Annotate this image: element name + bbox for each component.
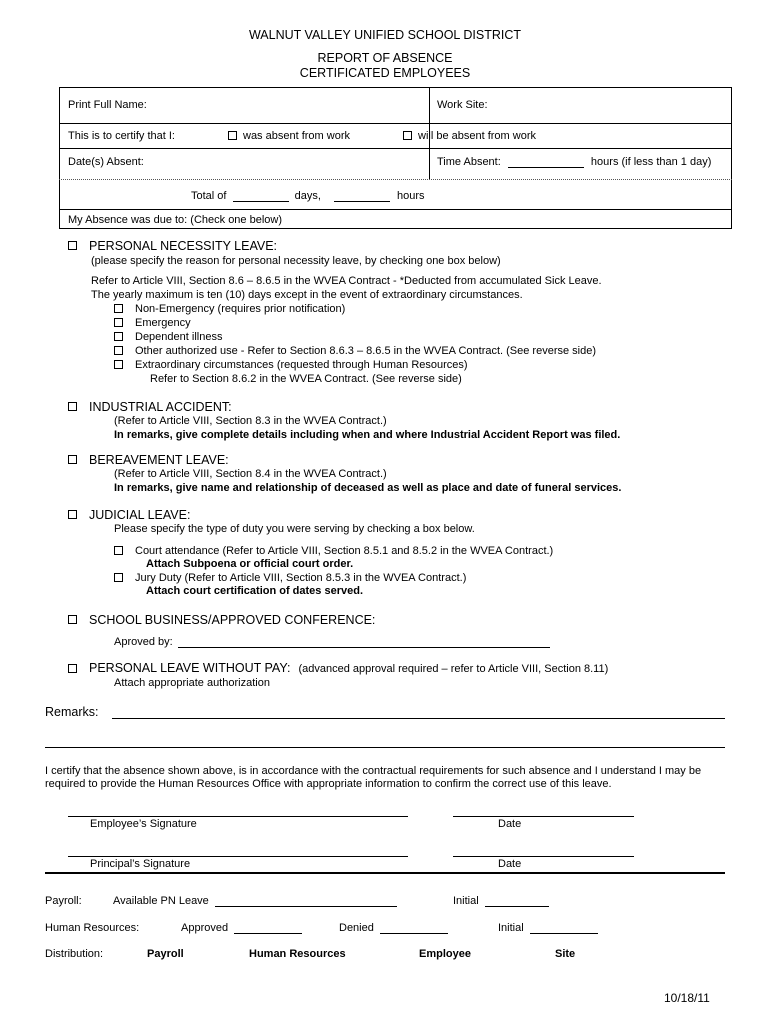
industrial-remark: In remarks, give complete details including when and where Industrial Accident Report was filed. — [114, 429, 621, 441]
distribution-label: Distribution: — [45, 948, 104, 960]
extraordinary-refer: Refer to Section 8.6.2 in the WVEA Contract. (See reverse side) — [150, 373, 462, 385]
hours-label: hours — [397, 190, 425, 202]
lwop-attach: Attach appropriate authorization — [114, 677, 270, 689]
approved-by-field[interactable] — [178, 637, 550, 648]
initial-label-2: Initial — [498, 922, 524, 934]
form-title: REPORT OF ABSENCE — [317, 51, 453, 65]
approved-by-row — [114, 636, 550, 648]
available-pn-row — [113, 895, 397, 907]
days-label: days, — [294, 190, 321, 202]
initial-field-2[interactable] — [530, 923, 598, 934]
payroll-label: Payroll: — [45, 895, 82, 907]
work-site-label: Work Site: — [437, 99, 488, 111]
checkbox[interactable] — [114, 332, 123, 341]
personal-necessity-title: PERSONAL NECESSITY LEAVE: — [89, 239, 278, 253]
available-pn-label: Available PN Leave — [113, 895, 209, 907]
distribution-site: Site — [555, 948, 576, 960]
dependent-illness-label: Dependent illness — [135, 331, 223, 343]
hours-less-label: hours (if less than 1 day) — [590, 156, 712, 168]
was-absent-option[interactable] — [228, 130, 350, 142]
industrial-accident-title: INDUSTRIAL ACCIDENT: — [89, 400, 232, 414]
jury-attach: Attach court certification of dates served. — [146, 585, 363, 597]
leave-without-pay-note: (advanced approval required – refer to Article VIII, Section 8.11) — [298, 663, 609, 675]
employee-signature-label: Employee’s Signature — [90, 818, 197, 830]
denied-field[interactable] — [380, 923, 448, 934]
judicial-leave-title: JUDICIAL LEAVE: — [89, 508, 191, 522]
bereavement-remark: In remarks, give name and relationship of deceased as well as place and date of funeral services. — [114, 482, 622, 494]
was-absent-label: was absent from work — [243, 130, 350, 142]
personal-necessity-option[interactable] — [68, 239, 277, 253]
checkbox[interactable] — [68, 510, 77, 519]
form-revision-date: 10/18/11 — [664, 991, 710, 1005]
denied-row — [339, 922, 448, 934]
district-name: WALNUT VALLEY UNIFIED SCHOOL DISTRICT — [248, 28, 522, 42]
jury-duty-option[interactable] — [114, 572, 466, 584]
approved-row — [181, 922, 302, 934]
checkbox[interactable] — [114, 360, 123, 369]
judicial-leave-option[interactable] — [68, 508, 190, 522]
court-attendance-option[interactable] — [114, 545, 553, 557]
bereavement-refer: (Refer to Article VIII, Section 8.4 in the WVEA Contract.) — [114, 468, 387, 480]
total-row — [191, 190, 425, 202]
principal-signature-line[interactable] — [68, 856, 408, 857]
print-name-label: Print Full Name: — [68, 99, 147, 111]
checkbox[interactable] — [228, 131, 237, 140]
checkbox[interactable] — [114, 546, 123, 555]
other-authorized-label: Other authorized use - Refer to Section 8.6.3 – 8.6.5 in the WVEA Contract. (See reverse side) — [135, 345, 597, 357]
checkbox[interactable] — [114, 304, 123, 313]
principal-date-line[interactable] — [453, 856, 634, 857]
checkbox[interactable] — [114, 573, 123, 582]
non-emergency-option[interactable] — [114, 303, 345, 315]
total-hours-field[interactable] — [334, 191, 390, 202]
remarks-label: Remarks: — [45, 705, 99, 719]
extraordinary-option[interactable] — [114, 359, 468, 371]
time-absent-field[interactable] — [508, 157, 584, 168]
dependent-illness-option[interactable] — [114, 331, 222, 343]
distribution-employee: Employee — [419, 948, 471, 960]
row-divider — [59, 148, 732, 149]
principal-signature-label: Principal’s Signature — [90, 858, 191, 870]
remarks-line-2[interactable] — [45, 747, 725, 748]
dates-absent-label: Date(s) Absent: — [68, 156, 144, 168]
checkbox[interactable] — [68, 241, 77, 250]
checkbox[interactable] — [403, 131, 412, 140]
row-divider — [59, 179, 732, 180]
time-absent-label: Time Absent: — [437, 156, 501, 168]
bereavement-title: BEREAVEMENT LEAVE: — [89, 453, 229, 467]
certify-label: This is to certify that I: — [68, 130, 175, 142]
school-business-title: SCHOOL BUSINESS/APPROVED CONFERENCE: — [89, 613, 376, 627]
denied-label: Denied — [339, 922, 374, 934]
distribution-hr: Human Resources — [249, 948, 346, 960]
available-pn-field[interactable] — [215, 896, 397, 907]
court-attendance-label: Court attendance (Refer to Article VIII, Section 8.5.1 and 8.5.2 in the WVEA Contract.) — [135, 545, 554, 557]
industrial-refer: (Refer to Article VIII, Section 8.3 in the WVEA Contract.) — [114, 415, 387, 427]
time-absent-row — [437, 156, 711, 168]
other-authorized-option[interactable] — [114, 345, 596, 357]
initial-field-1[interactable] — [485, 896, 549, 907]
emergency-option[interactable] — [114, 317, 191, 329]
initial-row-1 — [453, 895, 549, 907]
certify-text-2: required to provide the Human Resources Office with appropriate information to confirm the correct use of this leave. — [45, 778, 612, 790]
employee-date-line[interactable] — [453, 816, 634, 817]
extraordinary-label: Extraordinary circumstances (requested through Human Resources) — [135, 359, 468, 371]
employee-date-label: Date — [498, 818, 522, 830]
initial-row-2 — [498, 922, 598, 934]
employee-signature-line[interactable] — [68, 816, 408, 817]
distribution-payroll: Payroll — [147, 948, 184, 960]
checkbox[interactable] — [68, 615, 77, 624]
jury-duty-label: Jury Duty (Refer to Article VIII, Section 8.5.3 in the WVEA Contract.) — [135, 572, 467, 584]
total-days-field[interactable] — [233, 191, 289, 202]
emergency-label: Emergency — [135, 317, 191, 329]
checkbox[interactable] — [68, 402, 77, 411]
certify-text-1: I certify that the absence shown above, is in accordance with the contractual requirements for such absence and I understand I may be — [45, 765, 702, 777]
leave-without-pay-option[interactable] — [68, 661, 608, 675]
checkbox[interactable] — [114, 346, 123, 355]
row-divider — [59, 209, 732, 210]
principal-date-label: Date — [498, 858, 522, 870]
personal-refer: Refer to Article VIII, Section 8.6 – 8.6.5 in the WVEA Contract - *Deducted from accumulated Sick Leave. — [91, 275, 602, 287]
judicial-note: Please specify the type of duty you were serving by checking a box below. — [114, 523, 475, 535]
checkbox[interactable] — [114, 318, 123, 327]
school-business-option[interactable] — [68, 613, 375, 627]
total-of-label: Total of — [191, 190, 227, 202]
row-divider — [59, 123, 732, 124]
personal-note: (please specify the reason for personal necessity leave, by checking one box below) — [91, 255, 501, 267]
will-be-absent-option[interactable] — [403, 130, 536, 142]
checkbox[interactable] — [68, 664, 77, 673]
remarks-line-1[interactable] — [112, 718, 725, 719]
absence-due-label: My Absence was due to: (Check one below) — [68, 214, 283, 226]
non-emergency-label: Non-Emergency (requires prior notification) — [135, 303, 346, 315]
approved-label: Approved — [181, 922, 229, 934]
leave-without-pay-title: PERSONAL LEAVE WITHOUT PAY: — [89, 661, 291, 675]
industrial-accident-option[interactable] — [68, 400, 232, 414]
hr-label: Human Resources: — [45, 922, 140, 934]
personal-yearly: The yearly maximum is ten (10) days except in the event of extraordinary circumstances. — [91, 289, 523, 301]
bereavement-option[interactable] — [68, 453, 229, 467]
office-use-divider — [45, 872, 725, 874]
form-subtitle: CERTIFICATED EMPLOYEES — [299, 66, 471, 80]
approved-field[interactable] — [234, 923, 302, 934]
checkbox[interactable] — [68, 455, 77, 464]
will-be-absent-label: will be absent from work — [418, 130, 536, 142]
court-attach: Attach Subpoena or official court order. — [146, 558, 354, 570]
approved-by-label: Aproved by: — [114, 636, 173, 648]
initial-label-1: Initial — [453, 895, 479, 907]
